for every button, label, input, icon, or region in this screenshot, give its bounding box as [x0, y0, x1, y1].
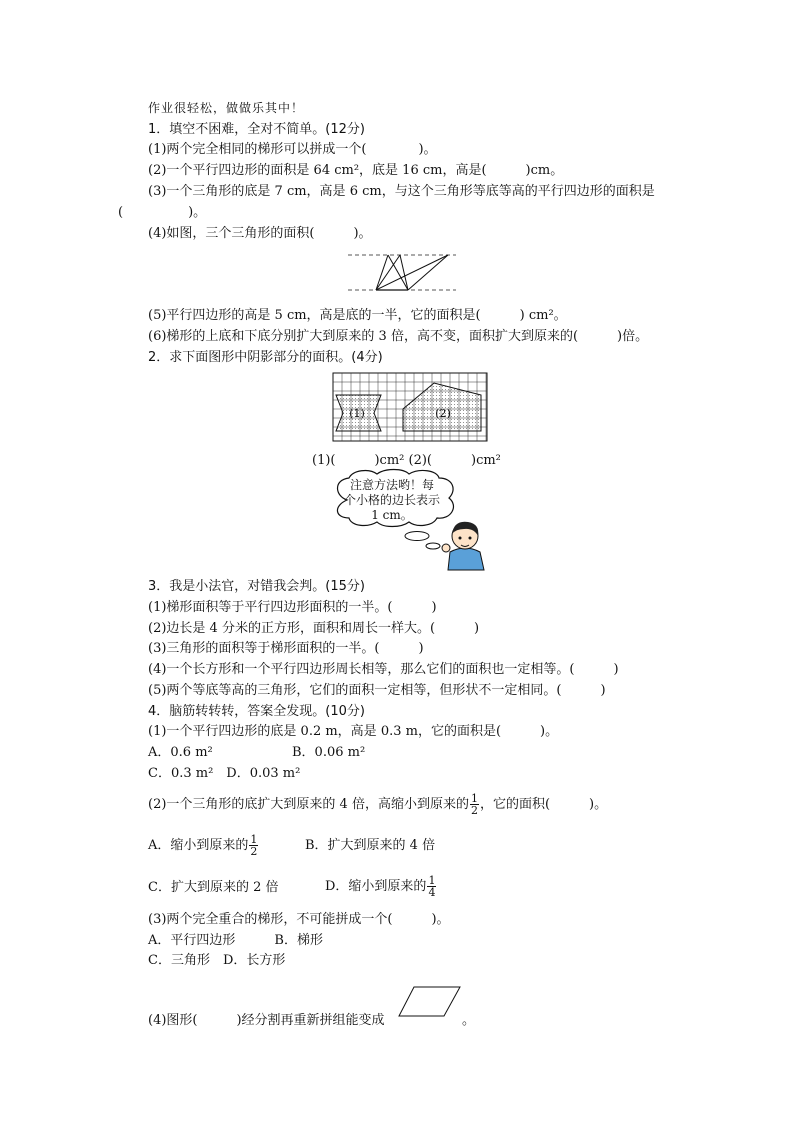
- section-2-title: 2．求下面图形中阴影部分的面积。(4分): [148, 350, 383, 365]
- fraction-numerator: 1: [470, 792, 478, 805]
- s1-question-4: (4)如图，三个三角形的面积( )。: [148, 226, 372, 241]
- s4-q2-text-after: ，它的面积( )。: [479, 797, 608, 812]
- section-1-title: 1．填空不困难，全对不简单。(12分): [148, 122, 365, 137]
- s1-question-2: (2)一个平行四边形的面积是 64 cm²，底是 16 cm，高是( )cm。: [148, 163, 564, 178]
- fraction-numerator: 1: [250, 833, 258, 846]
- s4-question-1: (1)一个平行四边形的底是 0.2 m，高是 0.3 m，它的面积是( )。: [148, 724, 559, 739]
- s4-q1-option-b: B．0.06 m²: [292, 745, 366, 760]
- s1-question-5: (5)平行四边形的高是 5 cm，高是底的一半，它的面积是( ) cm²。: [148, 308, 567, 323]
- s4-question-3: (3)两个完全重合的梯形，不可能拼成一个( )。: [148, 912, 450, 927]
- fraction-numerator: 1: [428, 874, 436, 887]
- s3-question-5: (5)两个等底等高的三角形，它们的面积一定相等，但形状不一定相同。( ): [148, 683, 606, 698]
- page-header: 作业很轻松，做做乐其中！: [148, 101, 305, 115]
- bubble-line-1: 注意方法哟！每: [349, 478, 434, 492]
- bubble-text: [337, 478, 447, 523]
- s4-q2-text-before: (2)一个三角形的底扩大到原来的 4 倍，高缩小到原来的: [148, 797, 469, 812]
- s4-q1-option-a: A．0.6 m²: [148, 745, 213, 760]
- s3-question-3: (3)三角形的面积等于梯形面积的一半。( ): [148, 641, 424, 656]
- grid-figure: [333, 373, 489, 443]
- section-3-title: 3．我是小法官，对错我会判。(15分): [148, 579, 365, 594]
- fraction-one-half: [249, 834, 258, 857]
- option-d-text: D．缩小到原来的: [325, 879, 427, 894]
- option-a-text: A．缩小到原来的: [148, 838, 249, 853]
- s1-question-1: (1)两个完全相同的梯形可以拼成一个( )。: [148, 142, 437, 157]
- s4-question-4-end: 。: [462, 1013, 476, 1028]
- s2-answer: (1)( )cm² (2)( )cm²: [312, 453, 501, 468]
- triangles-figure: [348, 252, 458, 294]
- fraction-one-half: [470, 793, 479, 816]
- fraction-one-quarter: [427, 875, 436, 898]
- s4-q2-option-a: [148, 833, 259, 859]
- bubble-line-3: 1 cm。: [371, 508, 413, 522]
- fraction-denominator: 4: [428, 886, 436, 899]
- s3-question-2: (2)边长是 4 分米的正方形，面积和周长一样大。( ): [148, 621, 480, 636]
- section-4-title: 4．脑筋转转转，答案全发现。(10分): [148, 704, 365, 719]
- s4-question-2: [148, 792, 607, 818]
- s4-q2-option-b: B．扩大到原来的 4 倍: [305, 838, 436, 853]
- s4-q3-options-cd: C．三角形 D．长方形: [148, 953, 286, 968]
- s4-q1-options-cd: C．0.3 m² D．0.03 m²: [148, 766, 301, 781]
- s1-question-3-blank: ( )。: [118, 205, 207, 220]
- s1-question-3: (3)一个三角形的底是 7 cm，高是 6 cm，与这个三角形等底等高的平行四边形的面积是: [148, 184, 655, 199]
- fraction-denominator: 2: [250, 845, 258, 858]
- fraction-denominator: 2: [470, 804, 478, 817]
- s4-question-4: (4)图形( )经分割再重新拼组能变成: [148, 1013, 385, 1028]
- s4-q2-option-d: [325, 874, 437, 900]
- s3-question-1: (1)梯形面积等于平行四边形面积的一半。( ): [148, 600, 437, 615]
- s4-q2-option-c: C．扩大到原来的 2 倍: [148, 880, 279, 895]
- parallelogram-figure: [398, 985, 462, 1019]
- boy-illustration: [440, 518, 490, 572]
- s4-q3-options-ab: A．平行四边形 B．梯形: [148, 933, 323, 948]
- s3-question-4: (4)一个长方形和一个平行四边形周长相等，那么它们的面积也一定相等。( ): [148, 662, 619, 677]
- shape-2-label: (2): [435, 407, 451, 420]
- bubble-line-2: 个小格的边长表示: [343, 493, 440, 507]
- shape-1-label: (1): [349, 407, 365, 420]
- s1-question-6: (6)梯形的上底和下底分别扩大到原来的 3 倍，高不变，面积扩大到原来的( )倍。: [148, 329, 649, 344]
